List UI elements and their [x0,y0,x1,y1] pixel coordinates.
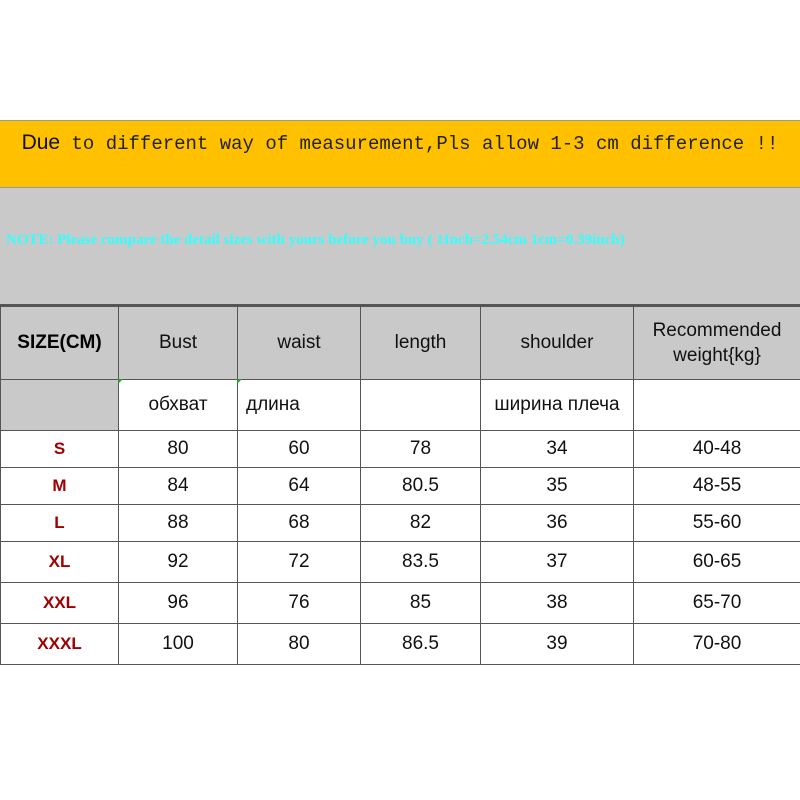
weight-cell: 60-65 [634,542,800,583]
size-table [0,306,800,665]
bust-cell: 80 [119,431,238,468]
waist-cell: 64 [238,468,361,505]
length-cell: 86.5 [361,624,481,665]
bust-cell: 88 [119,505,238,542]
shoulder-cell: 37 [481,542,634,583]
bust-cell: 92 [119,542,238,583]
size-label: XXL [1,583,119,624]
cell-marker-2 [237,379,242,384]
waist-cell: 72 [238,542,361,583]
weight-cell: 40-48 [634,431,800,468]
size-chart-sheet [0,120,800,680]
bust-cell: 96 [119,583,238,624]
header-shoulder: shoulder [481,307,634,380]
header-waist: waist [238,307,361,380]
header-size: SIZE(CM) [1,307,119,380]
subheader-waist: длина [238,380,361,431]
subheader-bust: обхват [119,380,238,431]
length-cell: 82 [361,505,481,542]
note-text: NOTE: Please compare the detail sizes with yours before you buy ( 1Inch=2.54cm 1cm=0.39inch) [6,232,625,248]
table-row [1,468,800,505]
waist-cell: 80 [238,624,361,665]
bust-cell: 84 [119,468,238,505]
header-length: length [361,307,481,380]
table-row [1,505,800,542]
subheader-weight [634,380,800,431]
shoulder-cell: 39 [481,624,634,665]
size-label: XL [1,542,119,583]
table-row [1,583,800,624]
header-weight: Recommended weight{kg} [634,307,800,380]
subheader-size [1,380,119,431]
size-label: XXXL [1,624,119,665]
table-row [1,431,800,468]
waist-cell: 76 [238,583,361,624]
table-subheader-row [1,380,800,431]
shoulder-cell: 38 [481,583,634,624]
shoulder-cell: 36 [481,505,634,542]
waist-cell: 68 [238,505,361,542]
banner-lead: Due [21,131,61,154]
length-cell: 83.5 [361,542,481,583]
shoulder-cell: 35 [481,468,634,505]
bust-cell: 100 [119,624,238,665]
subheader-shoulder: ширина плеча [481,380,634,431]
weight-cell: 70-80 [634,624,800,665]
waist-cell: 60 [238,431,361,468]
length-cell: 78 [361,431,481,468]
size-label: S [1,431,119,468]
table-header-row [1,307,800,380]
banner-text: to different way of measurement,Pls allow 1-3 cm difference !! [71,133,779,155]
shoulder-cell: 34 [481,431,634,468]
table-row [1,542,800,583]
length-cell: 80.5 [361,468,481,505]
weight-cell: 55-60 [634,505,800,542]
size-label: M [1,468,119,505]
cell-marker-1 [118,379,123,384]
table-row [1,624,800,665]
subheader-length [361,380,481,431]
weight-cell: 48-55 [634,468,800,505]
length-cell: 85 [361,583,481,624]
weight-cell: 65-70 [634,583,800,624]
measurement-banner [0,120,800,188]
header-bust: Bust [119,307,238,380]
note-panel [0,188,800,306]
size-label: L [1,505,119,542]
